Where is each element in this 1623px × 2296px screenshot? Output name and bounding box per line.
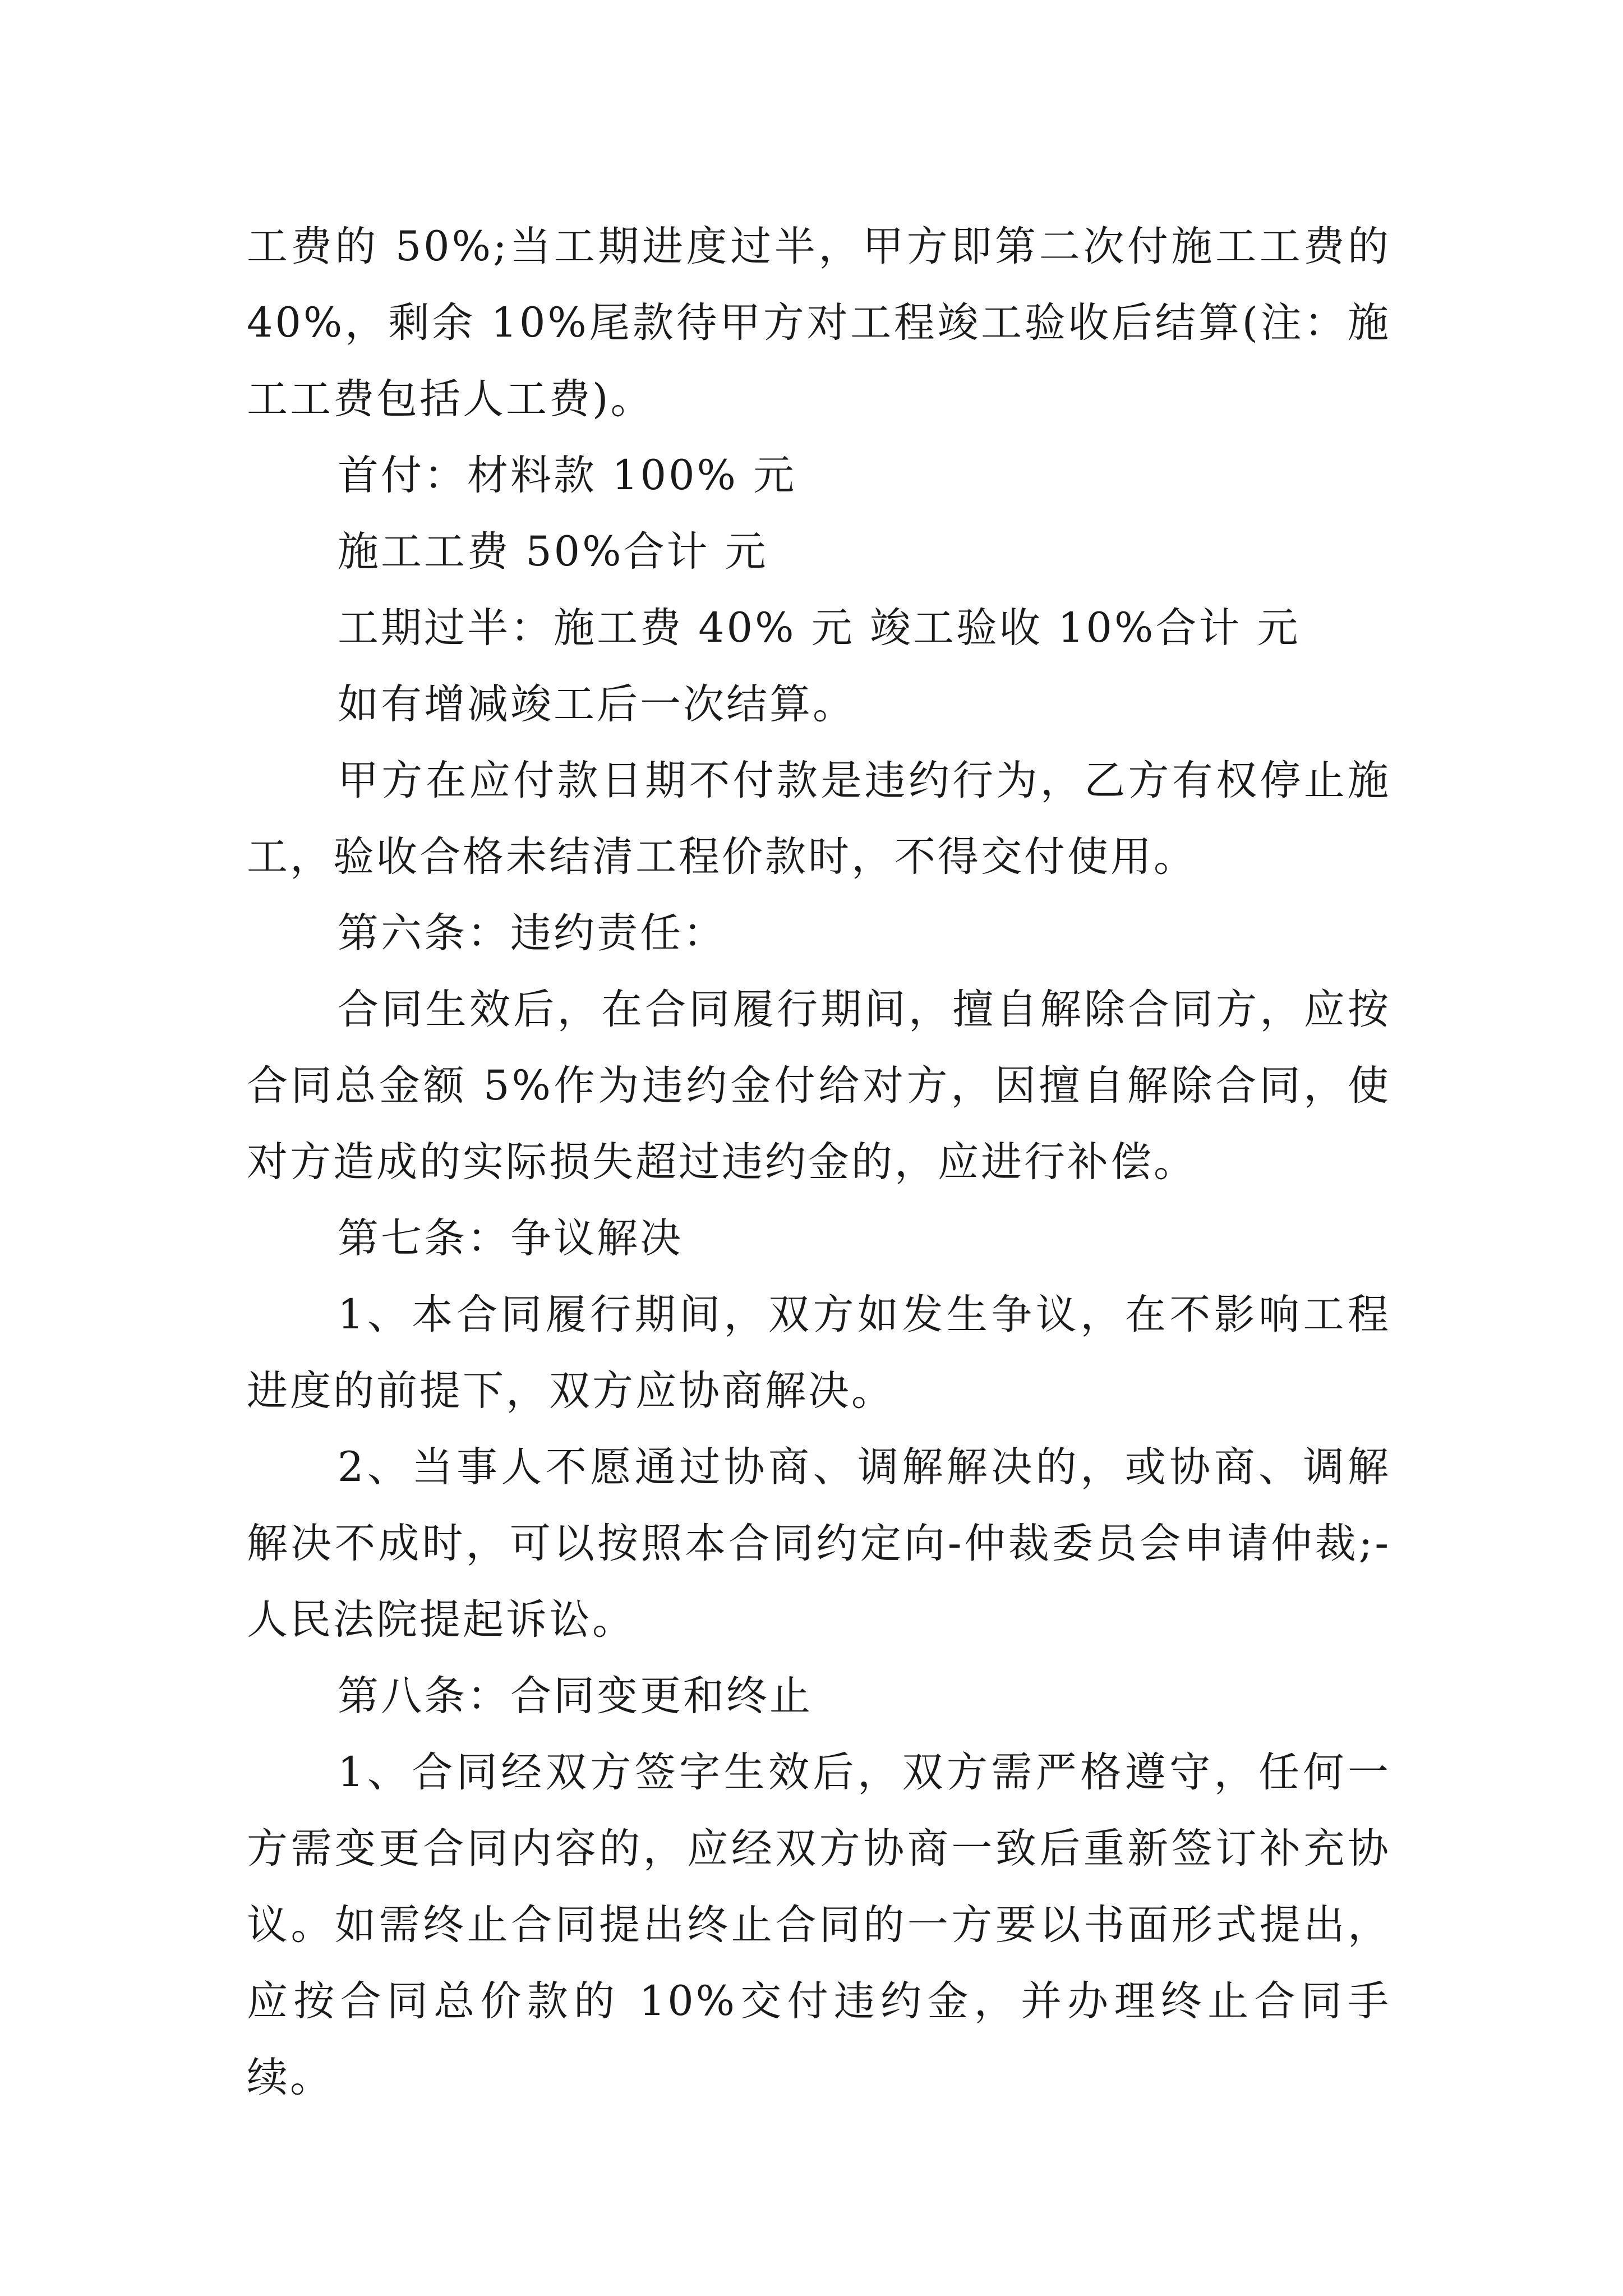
heading-article-8: 第八条：合同变更和终止 <box>338 1672 813 1720</box>
heading-article-6: 第六条：违约责任： <box>338 909 726 957</box>
paragraph-dispute-1: 1、本合同履行期间，双方如发生争议，在不影响工程进度的前提下，双方应协商解决。 <box>247 1291 1391 1415</box>
paragraph-adjustments: 如有增减竣工后一次结算。 <box>338 680 856 728</box>
paragraph-labor-fee-total: 施工工费 50%合计 元 <box>338 528 768 576</box>
paragraph-payment-terms: 工费的 50%;当工期进度过半，甲方即第二次付施工工费的 40%，剩余 10%尾款待甲方对工程竣工验收后结算(注：施工工费包括人工费)。 <box>247 223 1391 423</box>
paragraph-dispute-2: 2、当事人不愿通过协商、调解解决的，或协商、调解解决不成时，可以按照本合同约定向-仲裁委员会申请仲裁;-人民法院提起诉讼。 <box>247 1443 1391 1644</box>
paragraph-midterm-payment: 工期过半：施工费 40% 元 竣工验收 10%合计 元 <box>338 604 1301 652</box>
paragraph-change-termination-1: 1、合同经双方签字生效后，双方需严格遵守，任何一方需变更合同内容的，应经双方协商一致后重新签订补充协议。如需终止合同提出终止合同的一方要以书面形式提出，应按合同总价款的 10%交付违约金，并办理终止合同手续。 <box>247 1749 1391 2101</box>
heading-article-7: 第七条：争议解决 <box>338 1214 683 1262</box>
document-body <box>247 209 1391 2116</box>
paragraph-first-payment: 首付：材料款 100% 元 <box>338 452 797 499</box>
paragraph-late-payment: 甲方在应付款日期不付款是违约行为，乙方有权停止施工，验收合格未结清工程价款时，不得交付使用。 <box>247 757 1391 881</box>
paragraph-breach-liability: 合同生效后，在合同履行期间，擅自解除合同方，应按合同总金额 5%作为违约金付给对方，因擅自解除合同，使对方造成的实际损失超过违约金的，应进行补偿。 <box>247 986 1391 1186</box>
